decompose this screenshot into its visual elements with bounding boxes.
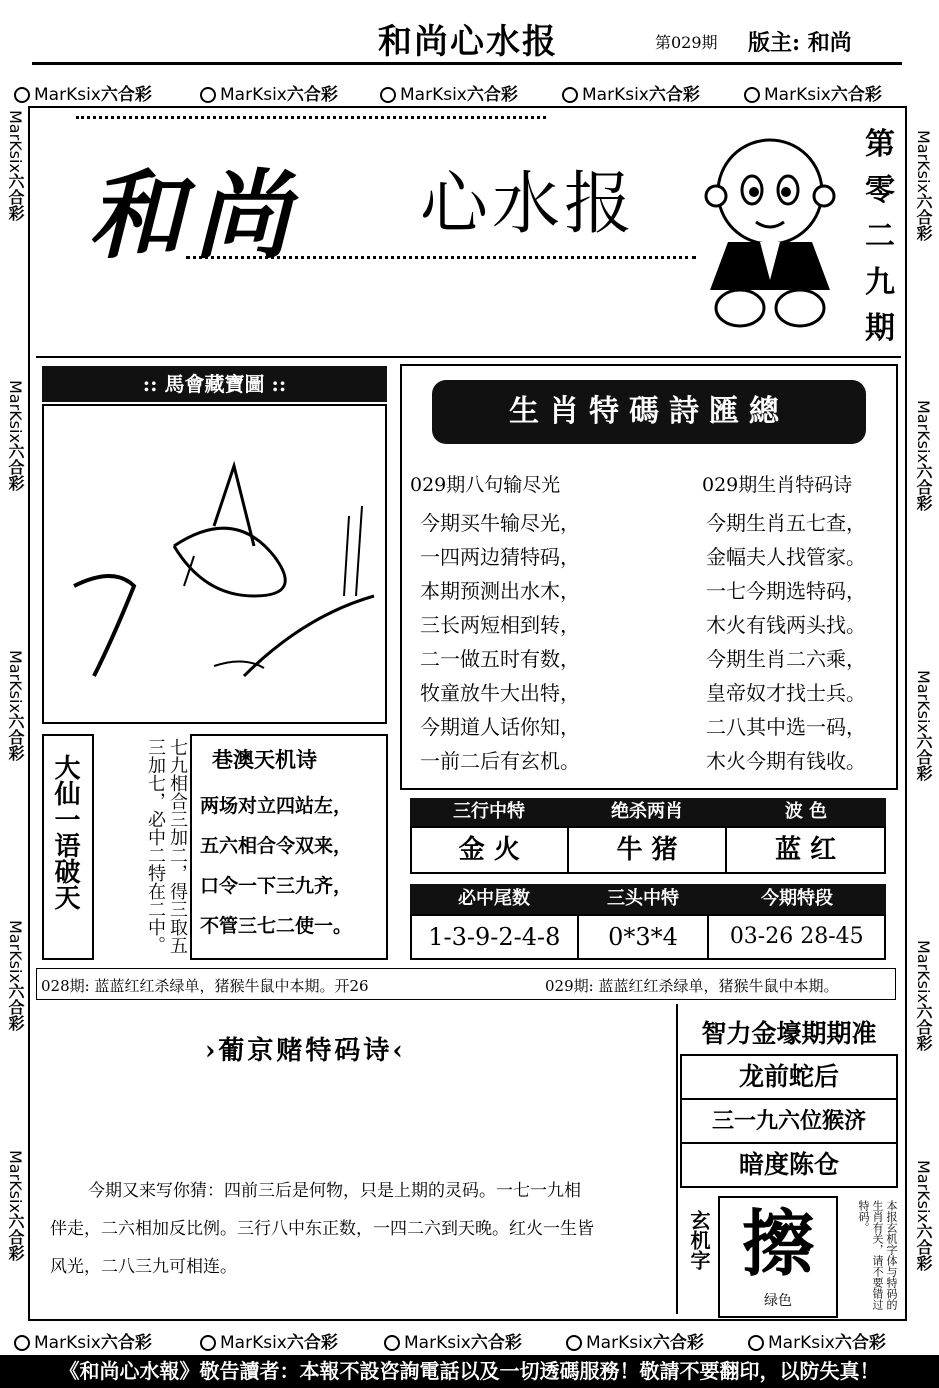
table-head: 必中尾数 bbox=[410, 884, 578, 914]
results-strip bbox=[36, 968, 896, 1000]
banner-title-sub: 心水报 bbox=[420, 165, 637, 244]
gamble-poem-title: ›葡京赌特码诗‹ bbox=[205, 1036, 406, 1066]
side-box: 三一九六位猴济 bbox=[680, 1098, 898, 1144]
flower-icon bbox=[380, 87, 396, 103]
immortal-hint: 七九相合三加二，得三取五三加七，必中二特在二中。 bbox=[145, 738, 188, 954]
side-box: 龙前蛇后 bbox=[680, 1054, 898, 1100]
banner-title-main: 和尚 bbox=[88, 159, 300, 272]
right-poem-heading: 029期生肖特码诗 bbox=[702, 474, 853, 496]
issue-vertical: 第零二九期 bbox=[865, 127, 895, 346]
table-head: 波 色 bbox=[726, 798, 886, 826]
current-result: 029期: 蓝蓝红红杀绿单，猪猴牛鼠中本期。 bbox=[545, 977, 839, 995]
paper-title: 和尚心水报 bbox=[378, 22, 558, 62]
watermark: MarKsix六合彩 bbox=[562, 80, 700, 105]
prediction-table-row1 bbox=[410, 798, 886, 874]
right-poem: 今期生肖五七查， 金幅夫人找管家。 一七今期选特码， 木火有钱两头找。 今期生肖二六乘， 皇帝奴才找士兵。 二八其中选一码， 木火今期有钱收。 bbox=[706, 511, 866, 773]
gamble-poem-body: 今期又来写你猜：四前三后是何物，只是上期的灵码。一七一九相 伴走，二六相加反比例。三行八中东正数，一四二六到天晚。红火一生皆 风光，二八三九可相连。 bbox=[50, 1181, 594, 1277]
table-head: 三行中特 bbox=[410, 798, 568, 826]
flower-icon bbox=[14, 87, 30, 103]
mystery-char: 擦 bbox=[741, 1201, 814, 1286]
mystery-label: 玄机字 bbox=[687, 1210, 711, 1270]
flower-icon bbox=[200, 87, 216, 103]
bird-sketch bbox=[44, 406, 385, 722]
left-poem: 今期买牛输尽光， 一四两边猜特码， 本期预测出水木， 三长两短相到转， 二一做五时有数， 牧童放牛大出特， 今期道人话你知， 一前二后有玄机。 bbox=[420, 511, 580, 773]
mystery-char-box bbox=[718, 1196, 838, 1318]
header-rule bbox=[32, 62, 902, 65]
watermark: MarKsix六合彩 bbox=[200, 80, 338, 105]
watermark-right: MarKsix六合彩 bbox=[914, 130, 933, 241]
flower-icon bbox=[200, 1335, 216, 1351]
vine-ornament bbox=[76, 116, 546, 129]
table-cell: 蓝 红 bbox=[775, 835, 837, 865]
side-box: 暗度陈仓 bbox=[680, 1142, 898, 1188]
watermark-left: MarKsix六合彩 bbox=[6, 920, 25, 1031]
arrow-right-icon: › bbox=[205, 1036, 219, 1066]
table-cell: 牛 猪 bbox=[569, 828, 728, 872]
watermark: MarKsix六合彩 bbox=[748, 1328, 886, 1353]
table-head: 今期特段 bbox=[708, 884, 886, 914]
table-head: 三头中特 bbox=[578, 884, 708, 914]
watermark: MarKsix六合彩 bbox=[14, 1328, 152, 1353]
issue-number: 第029期 bbox=[655, 33, 718, 52]
zodiac-poem-title: 生肖特碼詩匯總 bbox=[432, 380, 866, 444]
watermark-right: MarKsix六合彩 bbox=[914, 940, 933, 1051]
watermark-left: MarKsix六合彩 bbox=[6, 650, 25, 761]
immortal-label: 大仙一语破天 bbox=[50, 754, 80, 910]
arrow-left-icon: ‹ bbox=[392, 1036, 406, 1066]
watermark: MarKsix六合彩 bbox=[200, 1328, 338, 1353]
macau-poem: 两场对立四站左， 五六相合令双来， 口令一下三九齐， 不管三七二使一。 bbox=[200, 795, 353, 937]
left-poem-heading: 029期八句输尽光 bbox=[410, 474, 561, 496]
watermark-left: MarKsix六合彩 bbox=[6, 1150, 25, 1261]
macau-poem-title: 巷澳天机诗 bbox=[212, 747, 317, 772]
watermark-right: MarKsix六合彩 bbox=[914, 400, 933, 511]
previous-result: 028期: 蓝蓝红红杀绿单，猪猴牛鼠中本期。开26 bbox=[41, 977, 369, 995]
flower-icon bbox=[562, 87, 578, 103]
table-cell: 03-26 28-45 bbox=[729, 924, 864, 949]
table-cell: 0*3*4 bbox=[579, 916, 710, 958]
watermark: MarKsix六合彩 bbox=[14, 80, 152, 105]
treasure-map-picture bbox=[42, 404, 387, 724]
editor-label: 版主: 和尚 bbox=[748, 30, 852, 56]
flower-icon bbox=[566, 1335, 582, 1351]
watermark: MarKsix六合彩 bbox=[566, 1328, 704, 1353]
watermark: MarKsix六合彩 bbox=[744, 80, 882, 105]
table-head: 绝杀两肖 bbox=[568, 798, 726, 826]
mystery-color: 绿色 bbox=[764, 1293, 792, 1309]
side-line: 智力金壕期期准 bbox=[701, 1019, 877, 1048]
watermark-right: MarKsix六合彩 bbox=[914, 670, 933, 781]
monk-mascot-illustration bbox=[690, 130, 850, 345]
watermark: MarKsix六合彩 bbox=[384, 1328, 522, 1353]
mystery-note: 本报玄机字体与特码的生肖有关，请不要错过特码。 bbox=[857, 1200, 898, 1310]
table-cell: 1-3-9-2-4-8 bbox=[412, 916, 579, 958]
treasure-map-title: :: 馬會藏寶圖 :: bbox=[42, 366, 387, 402]
table-cell: 金 火 bbox=[412, 828, 569, 872]
flower-icon bbox=[384, 1335, 400, 1351]
flower-icon bbox=[748, 1335, 764, 1351]
watermark-left: MarKsix六合彩 bbox=[6, 380, 25, 491]
watermark-left: MarKsix六合彩 bbox=[6, 110, 25, 221]
warning-notice: 《和尚心水報》敬告讀者：本報不設咨詢電話以及一切透碼服務！敬請不要翻印，以防失真！ bbox=[0, 1355, 939, 1388]
flower-icon bbox=[744, 87, 760, 103]
watermark: MarKsix六合彩 bbox=[380, 80, 518, 105]
watermark-right: MarKsix六合彩 bbox=[914, 1160, 933, 1271]
prediction-table-row2 bbox=[410, 884, 886, 960]
flower-icon bbox=[14, 1335, 30, 1351]
